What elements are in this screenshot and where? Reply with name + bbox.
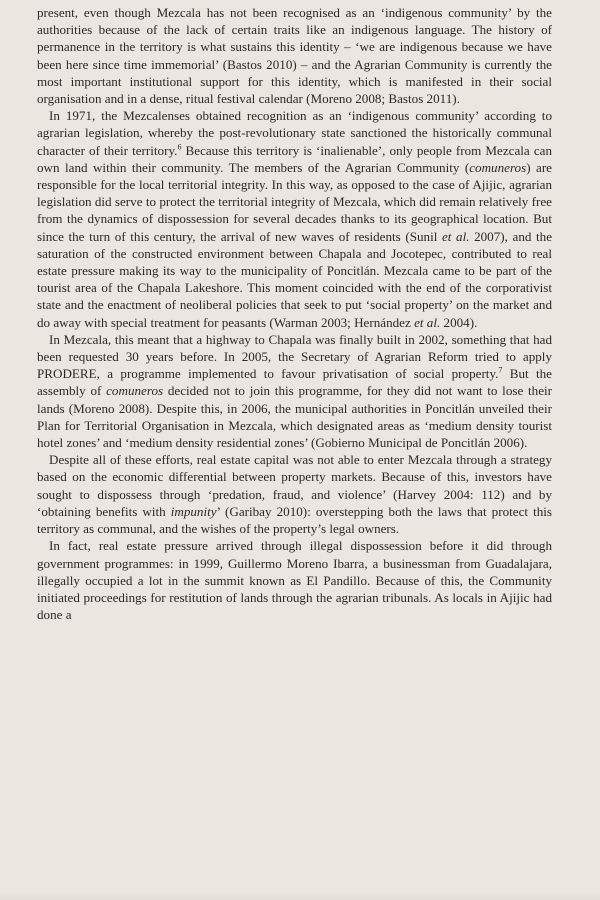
paragraph-1: present, even though Mezcala has not been recognised as an ‘indigenous community’ by the authorities because of the lack of certain traits like an indigenous language. The history of permanence in the territory is what sustains this identity – ‘we are indigenous because we have been here since time immemorial’ (Bastos 2010) – and the Agrarian Community is currently the most important institutional support for this identity, which is manifested in their social organisation and in a dense, ritual festival calendar (Moreno 2008; Bastos 2011). — [37, 5, 552, 107]
paragraph-5: In fact, real estate pressure arrived through illegal dispossession before it did through government programmes: in 1999, Guillermo Moreno Ibarra, a businessman from Guadalajara, illegally occupied a lot in the summit known as El Pandillo. Because of this, the Community initiated proceedings for restitution of lands through the agrarian tribunals. As locals in Ajijic had done a — [37, 538, 552, 623]
paragraph-2: In 1971, the Mezcalenses obtained recognition as an ‘indigenous community’ according to agrarian legislation, whereby the post-revolutionary state sanctioned the historically communal character of their territory.$^6$ Because this territory is ‘inalienable’, only people from Mezcala can own land within their community. The members of the Agrarian Community (comuneros) are responsible for the local territorial integrity. In this way, as opposed to the case of Ajijic, agrarian legislation did serve to protect the territorial integrity of Mezcala, which did remain relatively free from the dynamics of dispossession for several decades thanks to its geographical location. But since the turn of this century, the arrival of new waves of residents (Sunil et al. 2007), and the saturation of the constructed environment between Chapala and Jocotepec, contributed to real estate pressure making its way to the municipality of Poncitlán. Mezcala came to be part of the tourist area of the Chapala Lakeshore. This moment coincided with the end of the corporativist state and the enactment of neoliberal policies that seek to put ‘social property’ on the market and do away with special treatment for peasants (Warman 2003; Hernández et al. 2004). — [37, 108, 553, 330]
paragraph-3: In Mezcala, this meant that a highway to Chapala was finally built in 2002, something that had been requested 30 years before. In 2005, the Secretary of Agrarian Reform tried to apply PRODERE, a programme implemented to favour privatisation of social property.$^7$ But the assembly of comuneros decided not to join this programme, for they did not want to lose their lands (Moreno 2008). Despite this, in 2006, the municipal authorities in Poncitlán unveiled their Plan for Territorial Organisation in Mezcala, which designated areas as ‘medium density tourist hotel zones’ and ‘medium density residential zones’ (Gobierno Municipal de Poncitlán 2006). — [37, 331, 553, 451]
body-text — [37, 4, 552, 623]
page-edge — [0, 892, 600, 900]
paragraph-4: Despite all of these efforts, real estate capital was not able to enter Mezcala through a strategy based on the economic differential between property markets. Because of this, investors have sought to dispossess through ‘predation, fraud, and violence’ (Harvey 2004: 112) and by ‘obtaining benefits with impunity’ (Garibay 2010): overstepping both the laws that protect this territory as communal, and the wishes of the property’s legal owners. — [37, 452, 553, 537]
